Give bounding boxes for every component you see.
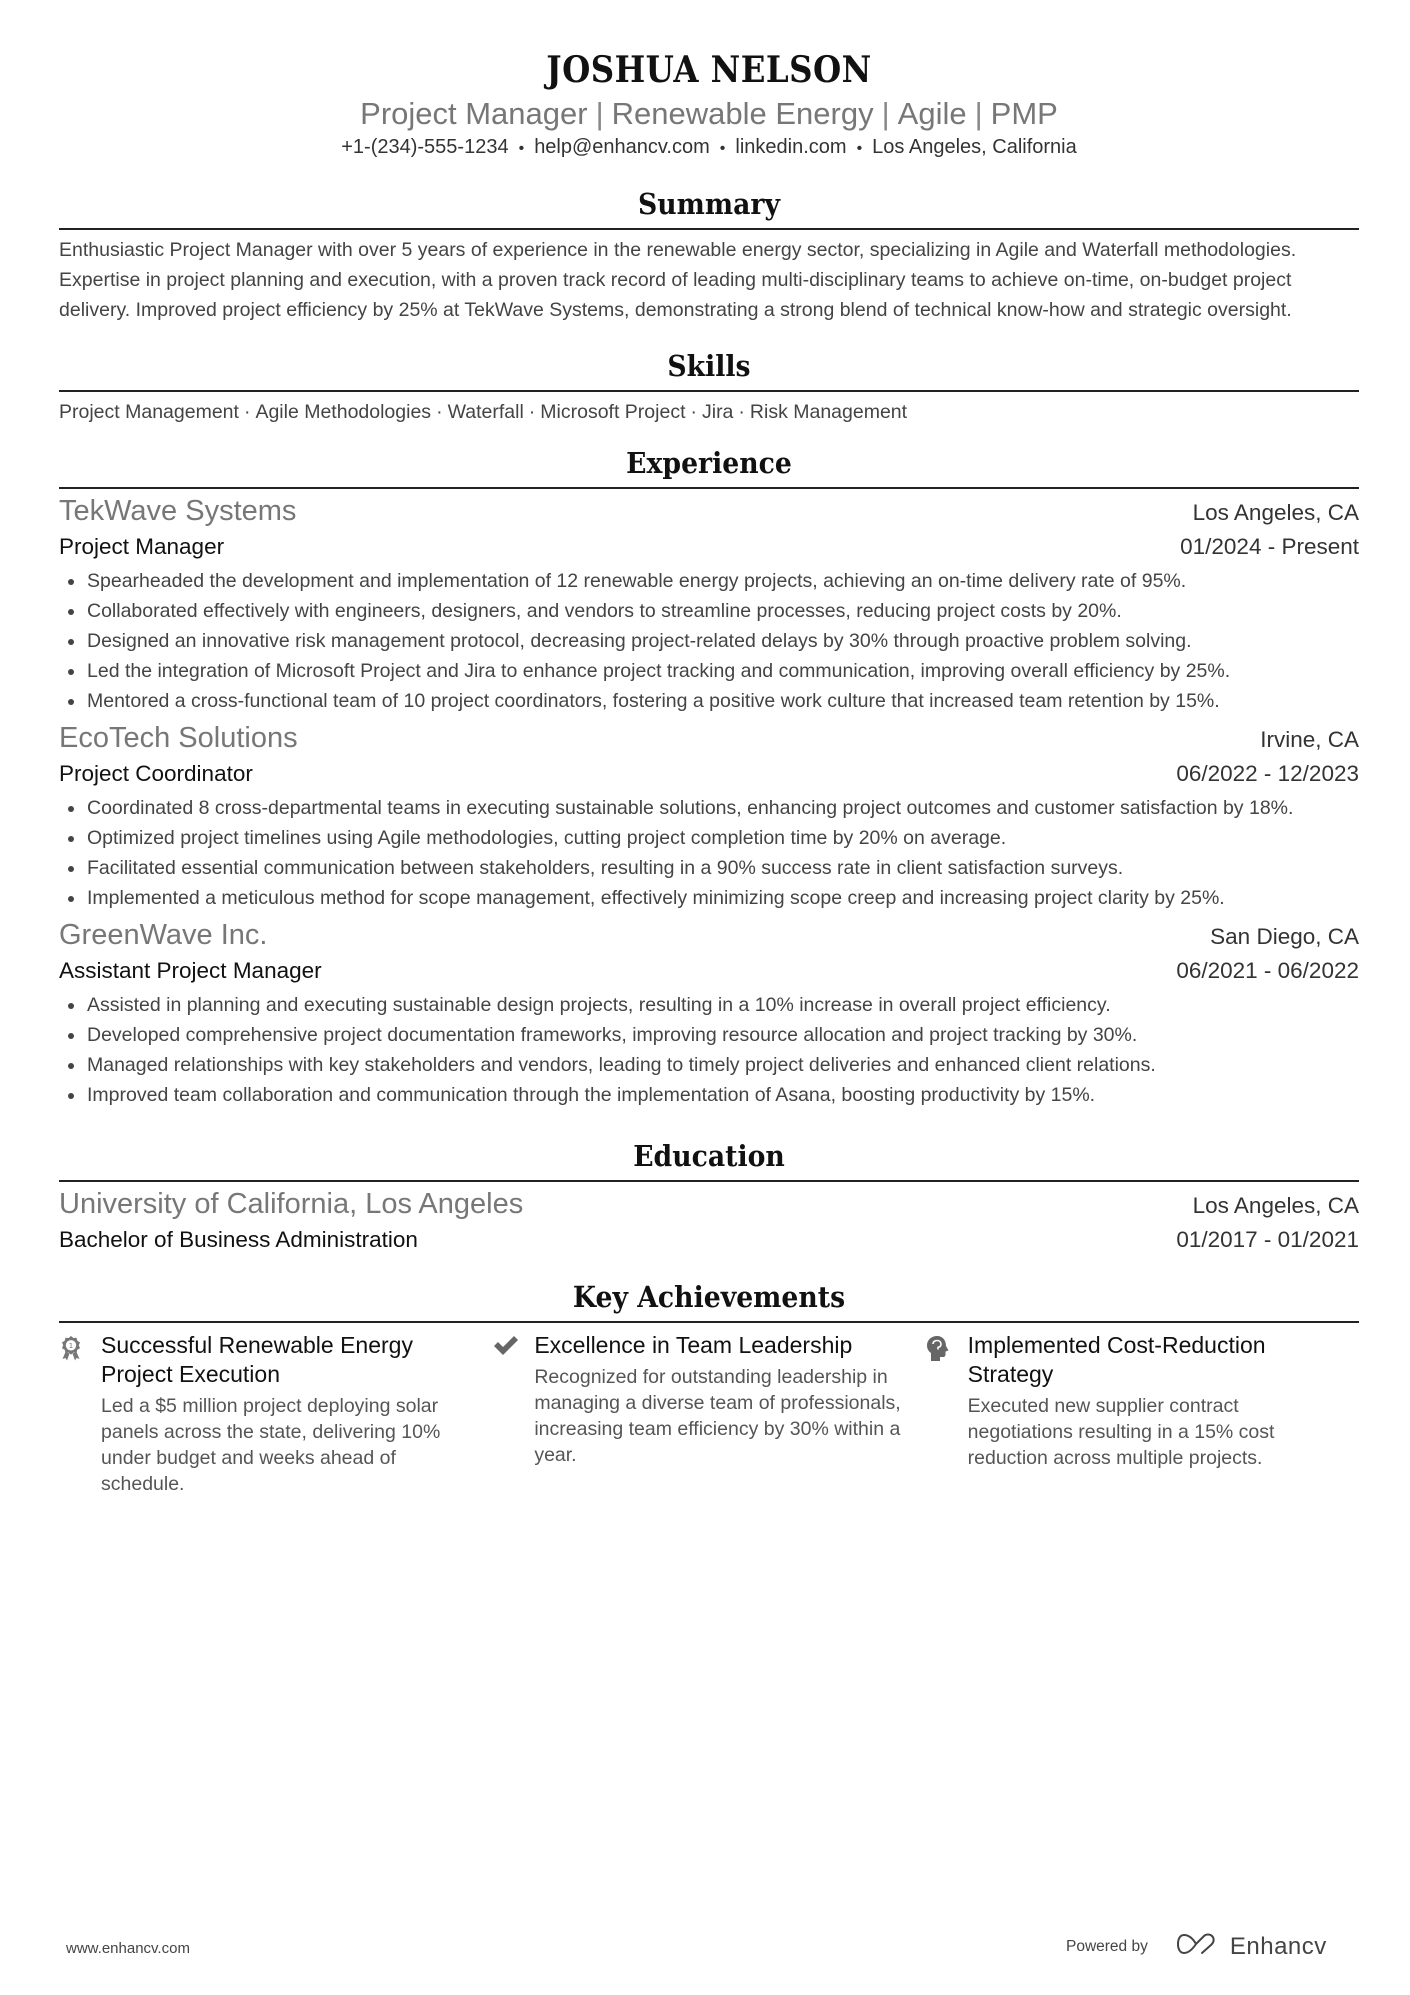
job-dates: 06/2022 - 12/2023 — [1176, 761, 1359, 786]
svg-text:1: 1 — [68, 1342, 74, 1350]
bullet-item: Managed relationships with key stakeholders and vendors, leading to timely project deliveries and enhanced client relations. — [59, 1050, 1359, 1080]
headline-item: Project Manager — [360, 96, 588, 131]
bullet-item: Developed comprehensive project documentation frameworks, improving resource allocation and project tracking by 30%. — [59, 1020, 1359, 1050]
skill-separator: · — [243, 401, 251, 423]
job-entry — [59, 493, 1359, 716]
headline-separator: | — [974, 96, 983, 131]
brand-name: Enhancv — [1229, 1932, 1327, 1960]
degree: Bachelor of Business Administration — [59, 1227, 418, 1252]
section-divider — [59, 1321, 1359, 1323]
skill-item: Jira — [701, 401, 734, 423]
skill-item: Waterfall — [447, 401, 524, 423]
skill-separator: · — [738, 401, 745, 423]
bullet-item: Improved team collaboration and communication through the implementation of Asana, boosting productivity by 15%. — [59, 1080, 1359, 1110]
job-entry — [59, 720, 1359, 913]
achievement-item — [492, 1331, 925, 1497]
contact-line — [59, 134, 1359, 162]
company-name: EcoTech Solutions — [59, 722, 298, 754]
footer-branding — [1066, 1932, 1327, 1961]
school-name: University of California, Los Angeles — [59, 1188, 524, 1220]
section-title: Key Achievements — [572, 1280, 846, 1314]
achievements-section — [59, 1279, 1359, 1497]
section-title: Skills — [667, 349, 751, 383]
skill-separator: · — [690, 401, 697, 423]
education-section — [59, 1138, 1359, 1257]
section-title: Experience — [626, 446, 792, 480]
summary-section — [59, 186, 1359, 325]
job-title: Assistant Project Manager — [59, 958, 322, 983]
bullet-item: Facilitated essential communication between stakeholders, resulting in a 90% success rate in client satisfaction surveys. — [59, 853, 1359, 883]
section-title: Education — [633, 1139, 785, 1173]
resume-header — [59, 0, 1359, 162]
headline-item: Renewable Energy — [611, 96, 874, 131]
experience-section — [59, 445, 1359, 1110]
achievement-description: Recognized for outstanding leadership in managing a diverse team of professionals, increasing team efficiency by 30% within a year. — [534, 1366, 901, 1466]
candidate-name: JOSHUA NELSON — [546, 49, 872, 91]
section-divider — [59, 1180, 1359, 1182]
skill-item: Project Management — [59, 401, 239, 423]
job-title: Project Coordinator — [59, 761, 253, 786]
achievement-description: Led a $5 million project deploying solar panels across the state, delivering 10% under budget and weeks ahead of schedule. — [101, 1395, 441, 1495]
checkmark-icon — [492, 1331, 534, 1497]
job-entry — [59, 917, 1359, 1110]
award-ribbon-icon — [59, 1331, 101, 1497]
achievement-item — [926, 1331, 1359, 1497]
summary-text: Enthusiastic Project Manager with over 5 years of experience in the renewable energy sector, specializing in Agile and Waterfall methodologies. Expertise in project planning and execution, with a proven track record of leading multi-disciplinary teams to achieve on-time, on-budget project delivery. Improved project efficiency by 25% at TekWave Systems, demonstrating a strong blend of technical know-how and strategic oversight. — [59, 239, 1297, 321]
job-dates: 01/2024 - Present — [1180, 534, 1359, 559]
achievement-title: Successful Renewable Energy Project Execution — [101, 1332, 413, 1387]
skills-section — [59, 348, 1359, 427]
bullet-item: Implemented a meticulous method for scope management, effectively minimizing scope creep and increasing project clarity by 25%. — [59, 883, 1359, 913]
achievement-item — [59, 1331, 492, 1497]
section-divider — [59, 228, 1359, 230]
section-divider — [59, 487, 1359, 489]
education-entry — [59, 1186, 1359, 1257]
skill-item: Microsoft Project — [540, 401, 686, 423]
achievement-description: Executed new supplier contract negotiations resulting in a 15% cost reduction across multiple projects. — [967, 1395, 1275, 1469]
job-bullets — [59, 793, 1359, 913]
bullet-item: Optimized project timelines using Agile methodologies, cutting project completion time by 20% on average. — [59, 823, 1359, 853]
achievement-title: Excellence in Team Leadership — [534, 1332, 853, 1358]
bullet-item: Collaborated effectively with engineers, designers, and vendors to streamline processes, reducing project costs by 20%. — [59, 596, 1359, 626]
headline-item: Agile — [897, 96, 967, 131]
headline — [59, 96, 1359, 132]
enhancv-logo-icon[interactable] — [1176, 1932, 1220, 1961]
skill-separator: · — [528, 401, 536, 423]
school-location: Los Angeles, CA — [1192, 1193, 1359, 1218]
contact-separator: • — [719, 140, 726, 157]
skills-list — [59, 397, 1359, 427]
job-bullets — [59, 566, 1359, 716]
resume-page — [59, 0, 1359, 1497]
achievement-title: Implemented Cost-Reduction Strategy — [967, 1332, 1266, 1387]
head-brain-icon — [926, 1331, 968, 1497]
bullet-item: Spearheaded the development and implementation of 12 renewable energy projects, achieving an on-time delivery rate of 95%. — [59, 566, 1359, 596]
location: Los Angeles, California — [872, 136, 1077, 158]
headline-separator: | — [881, 96, 890, 131]
skill-item: Risk Management — [749, 401, 908, 423]
skill-item: Agile Methodologies — [255, 401, 432, 423]
bullet-item: Mentored a cross-functional team of 10 project coordinators, fostering a positive work culture that increased team retention by 15%. — [59, 686, 1359, 716]
section-title: Summary — [638, 187, 780, 221]
company-name: TekWave Systems — [59, 495, 297, 527]
job-title: Project Manager — [59, 534, 225, 559]
bullet-item: Designed an innovative risk management protocol, decreasing project-related delays by 30% through proactive problem solving. — [59, 626, 1359, 656]
phone[interactable]: +1-(234)-555-1234 — [341, 136, 509, 158]
email-link[interactable]: help@enhancv.com — [534, 136, 710, 158]
company-name: GreenWave Inc. — [59, 919, 268, 951]
contact-separator: • — [856, 140, 863, 157]
headline-separator: | — [595, 96, 604, 131]
headline-item: PMP — [990, 96, 1058, 131]
skill-separator: · — [436, 401, 443, 423]
job-location: Irvine, CA — [1260, 727, 1359, 752]
section-divider — [59, 390, 1359, 392]
job-location: San Diego, CA — [1210, 924, 1359, 949]
job-location: Los Angeles, CA — [1192, 500, 1359, 525]
bullet-item: Assisted in planning and executing sustainable design projects, resulting in a 10% increase in overall project efficiency. — [59, 990, 1359, 1020]
job-dates: 06/2021 - 06/2022 — [1176, 958, 1359, 983]
job-bullets — [59, 990, 1359, 1110]
footer-website[interactable]: www.enhancv.com — [66, 1940, 190, 1957]
education-dates: 01/2017 - 01/2021 — [1176, 1227, 1359, 1252]
linkedin-link[interactable]: linkedin.com — [735, 136, 847, 158]
achievements-grid — [59, 1331, 1359, 1497]
bullet-item: Coordinated 8 cross-departmental teams in executing sustainable solutions, enhancing project outcomes and customer satisfaction by 18%. — [59, 793, 1359, 823]
bullet-item: Led the integration of Microsoft Project and Jira to enhance project tracking and communication, improving overall efficiency by 25%. — [59, 656, 1359, 686]
contact-separator: • — [518, 140, 525, 157]
powered-by-label: Powered by — [1066, 1937, 1148, 1955]
